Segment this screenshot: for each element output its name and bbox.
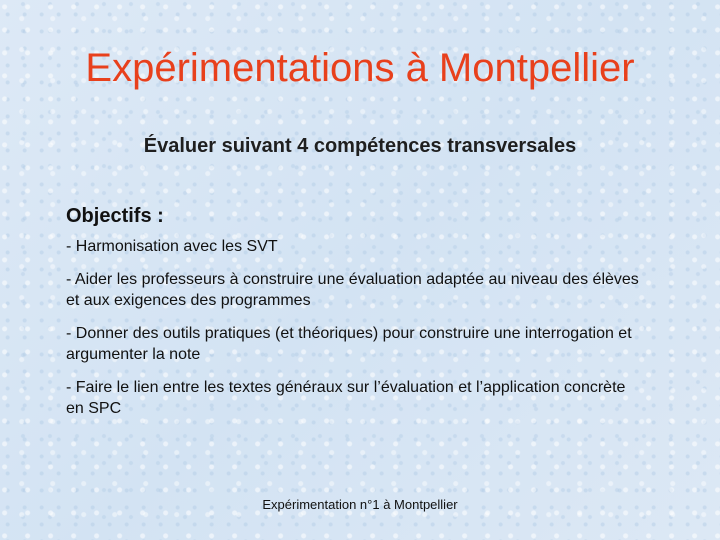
objective-item: - Aider les professeurs à construire une évaluation adaptée au niveau des élèves et aux exigences des programmes (66, 271, 639, 309)
objective-item: - Harmonisation avec les SVT (66, 238, 278, 255)
slide-footer: Expérimentation n°1 à Montpellier (262, 497, 458, 512)
slide-title: Expérimentations à Montpellier (85, 46, 635, 90)
objective-item: - Donner des outils pratiques (et théoriques) pour construire une interrogation et argumenter la note (66, 325, 632, 363)
objective-item: - Faire le lien entre les textes généraux sur l’évaluation et l’application concrète en SPC (66, 379, 626, 417)
objectives-heading: Objectifs : (66, 205, 164, 227)
objectives-block (66, 202, 646, 431)
slide-subtitle: Évaluer suivant 4 compétences transversales (143, 135, 577, 157)
